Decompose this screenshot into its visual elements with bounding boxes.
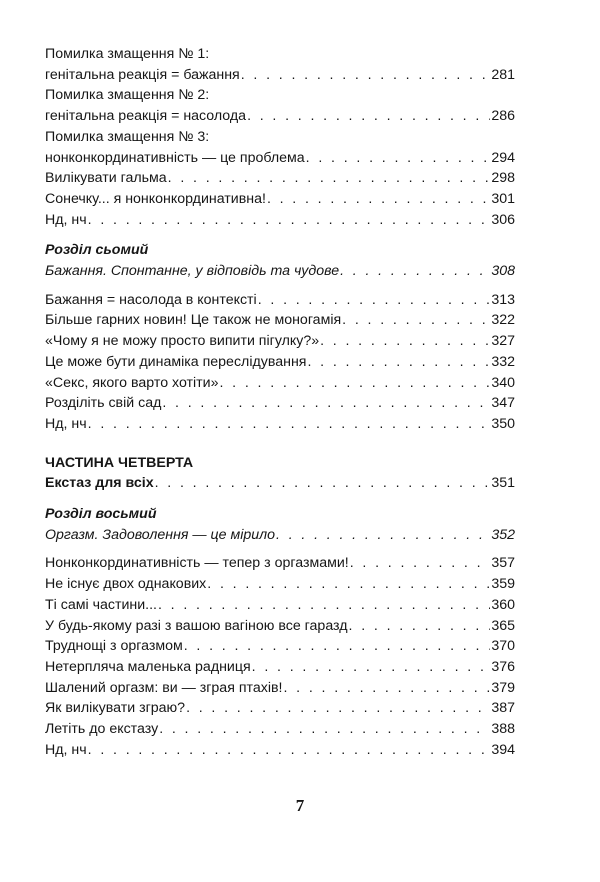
- leader-dots: [307, 352, 490, 373]
- toc-entry: [45, 373, 515, 394]
- toc-entry-page: 313: [491, 291, 515, 308]
- toc-entry: [45, 657, 515, 678]
- leader-dots: [207, 574, 490, 595]
- toc-entry-page: 332: [491, 353, 515, 370]
- toc-entry-title: Нонконкординативність — тепер з оргазмами!: [45, 555, 349, 572]
- toc-entry-page: 281: [491, 66, 515, 83]
- toc-entry: [45, 698, 515, 719]
- leader-dots: [220, 373, 491, 394]
- toc-entry-page: 286: [491, 108, 515, 125]
- chapter-page: 352: [491, 526, 515, 543]
- leader-dots: [155, 473, 491, 494]
- leader-dots: [247, 106, 490, 127]
- toc-entry-title: Нд, нч: [45, 741, 87, 758]
- leader-dots: [258, 290, 491, 311]
- part-title-entry: [45, 473, 515, 494]
- toc-entry-title: Шалений оргазм: ви — зграя птахів!: [45, 679, 283, 696]
- chapter-title: Бажання. Спонтанне, у відповідь та чудове: [45, 263, 340, 280]
- toc-line: Помилка змащення № 2:: [45, 87, 210, 104]
- leader-dots: [342, 310, 490, 331]
- leader-dots: [320, 331, 490, 352]
- toc-entry: [45, 719, 515, 740]
- toc-entry-title: Нетерпляча маленька радниця: [45, 658, 251, 675]
- toc-entry-page: 370: [491, 638, 515, 655]
- toc-entry-title: Більше гарних новин! Це також не моногамія: [45, 312, 342, 329]
- toc-entry-title: Сонечку... я нонконкординативна!: [45, 190, 266, 207]
- toc-entry-title: Летіть до екстазу: [45, 721, 159, 738]
- toc-entry-title: Розділіть свій сад: [45, 395, 162, 412]
- toc-entry-page: 360: [491, 596, 515, 613]
- part-label: ЧАСТИНА ЧЕТВЕРТА: [45, 454, 194, 471]
- toc-entry-page: 350: [491, 415, 515, 432]
- chapter-page: 308: [491, 263, 515, 280]
- toc-entry-title: генітальна реакція = насолода: [45, 108, 247, 125]
- toc-entry-page: 388: [491, 721, 515, 738]
- leader-dots: [168, 168, 491, 189]
- leader-dots: [88, 740, 491, 761]
- toc-entry-title: Вилікувати гальма: [45, 170, 167, 187]
- toc-line: Помилка змащення № 3:: [45, 128, 210, 145]
- page-number: 7: [295, 796, 305, 815]
- chapter-title-entry: [45, 525, 515, 546]
- toc-entry-title: Нд, нч: [45, 211, 87, 228]
- toc-entry-page: 394: [491, 741, 515, 758]
- toc-entry: [45, 352, 515, 373]
- toc-entry-title: Нд, нч: [45, 415, 87, 432]
- toc-entry-page: 298: [491, 170, 515, 187]
- leader-dots: [349, 616, 491, 637]
- toc-entry-title: У будь-якому разі з вашою вагіною все гаразд: [45, 617, 348, 634]
- toc-entry: [45, 189, 515, 210]
- leader-dots: [88, 414, 491, 435]
- toc-entry-page: 301: [491, 190, 515, 207]
- leader-dots: [350, 553, 491, 574]
- toc-entry-page: 359: [491, 576, 515, 593]
- toc-entry-page: 347: [491, 395, 515, 412]
- toc-entry-title: Ті самі частини...: [45, 596, 157, 613]
- toc-entry-page: 340: [491, 374, 515, 391]
- toc-entry-page: 387: [491, 700, 515, 717]
- leader-dots: [252, 657, 491, 678]
- toc-entry-page: 322: [491, 312, 515, 329]
- toc-entry-page: 357: [491, 555, 515, 572]
- toc-entry: [45, 168, 515, 189]
- leader-dots: [159, 719, 490, 740]
- toc-entry-title: генітальна реакція = бажання: [45, 66, 240, 83]
- toc-entry-page: 294: [491, 149, 515, 166]
- chapter-title-entry: [45, 261, 515, 282]
- toc-entry: [45, 148, 515, 169]
- toc-entry: [45, 310, 515, 331]
- toc-entry-page: 379: [491, 679, 515, 696]
- toc-entry-title: Це може бути динаміка переслідування: [45, 353, 307, 370]
- chapter-label: Розділ сьомий: [45, 242, 149, 259]
- leader-dots: [162, 393, 490, 414]
- toc-entry-title: Не існує двох однакових: [45, 576, 207, 593]
- toc-entry-title: нонконкординативність — це проблема: [45, 149, 305, 166]
- toc-entry: [45, 595, 515, 616]
- toc-entry: [45, 106, 515, 127]
- toc-entry: [45, 678, 515, 699]
- chapter-label: Розділ восьмий: [45, 506, 157, 523]
- part-page: 351: [491, 475, 515, 492]
- table-of-contents: [45, 44, 515, 761]
- toc-entry: [45, 574, 515, 595]
- toc-entry-page: 306: [491, 211, 515, 228]
- leader-dots: [267, 189, 490, 210]
- leader-dots: [88, 210, 491, 231]
- toc-entry: [45, 414, 515, 435]
- toc-entry-title: «Чому я не можу просто випити пігулку?»: [45, 333, 320, 350]
- toc-entry-page: 365: [491, 617, 515, 634]
- toc-entry-title: Як вилікувати зграю?: [45, 700, 186, 717]
- leader-dots: [276, 525, 490, 546]
- leader-dots: [158, 595, 490, 616]
- toc-entry: [45, 290, 515, 311]
- toc-entry-title: Бажання = насолода в контексті: [45, 291, 257, 308]
- leader-dots: [186, 698, 490, 719]
- leader-dots: [283, 678, 490, 699]
- toc-line: Помилка змащення № 1:: [45, 46, 210, 62]
- toc-entry: [45, 553, 515, 574]
- toc-entry: [45, 65, 515, 86]
- toc-entry: [45, 636, 515, 657]
- toc-entry: [45, 740, 515, 761]
- leader-dots: [306, 148, 491, 169]
- chapter-title: Оргазм. Задоволення — це мірило: [45, 526, 276, 543]
- toc-entry: [45, 210, 515, 231]
- toc-entry-title: Труднощі з оргазмом: [45, 638, 183, 655]
- leader-dots: [241, 65, 491, 86]
- toc-entry-page: 376: [491, 658, 515, 675]
- toc-entry-title: «Секс, якого варто хотіти»: [45, 374, 219, 391]
- part-title: Екстаз для всіх: [45, 475, 154, 492]
- toc-entry-page: 327: [491, 333, 515, 350]
- toc-entry: [45, 616, 515, 637]
- leader-dots: [184, 636, 491, 657]
- toc-entry: [45, 393, 515, 414]
- leader-dots: [340, 261, 490, 282]
- toc-entry: [45, 331, 515, 352]
